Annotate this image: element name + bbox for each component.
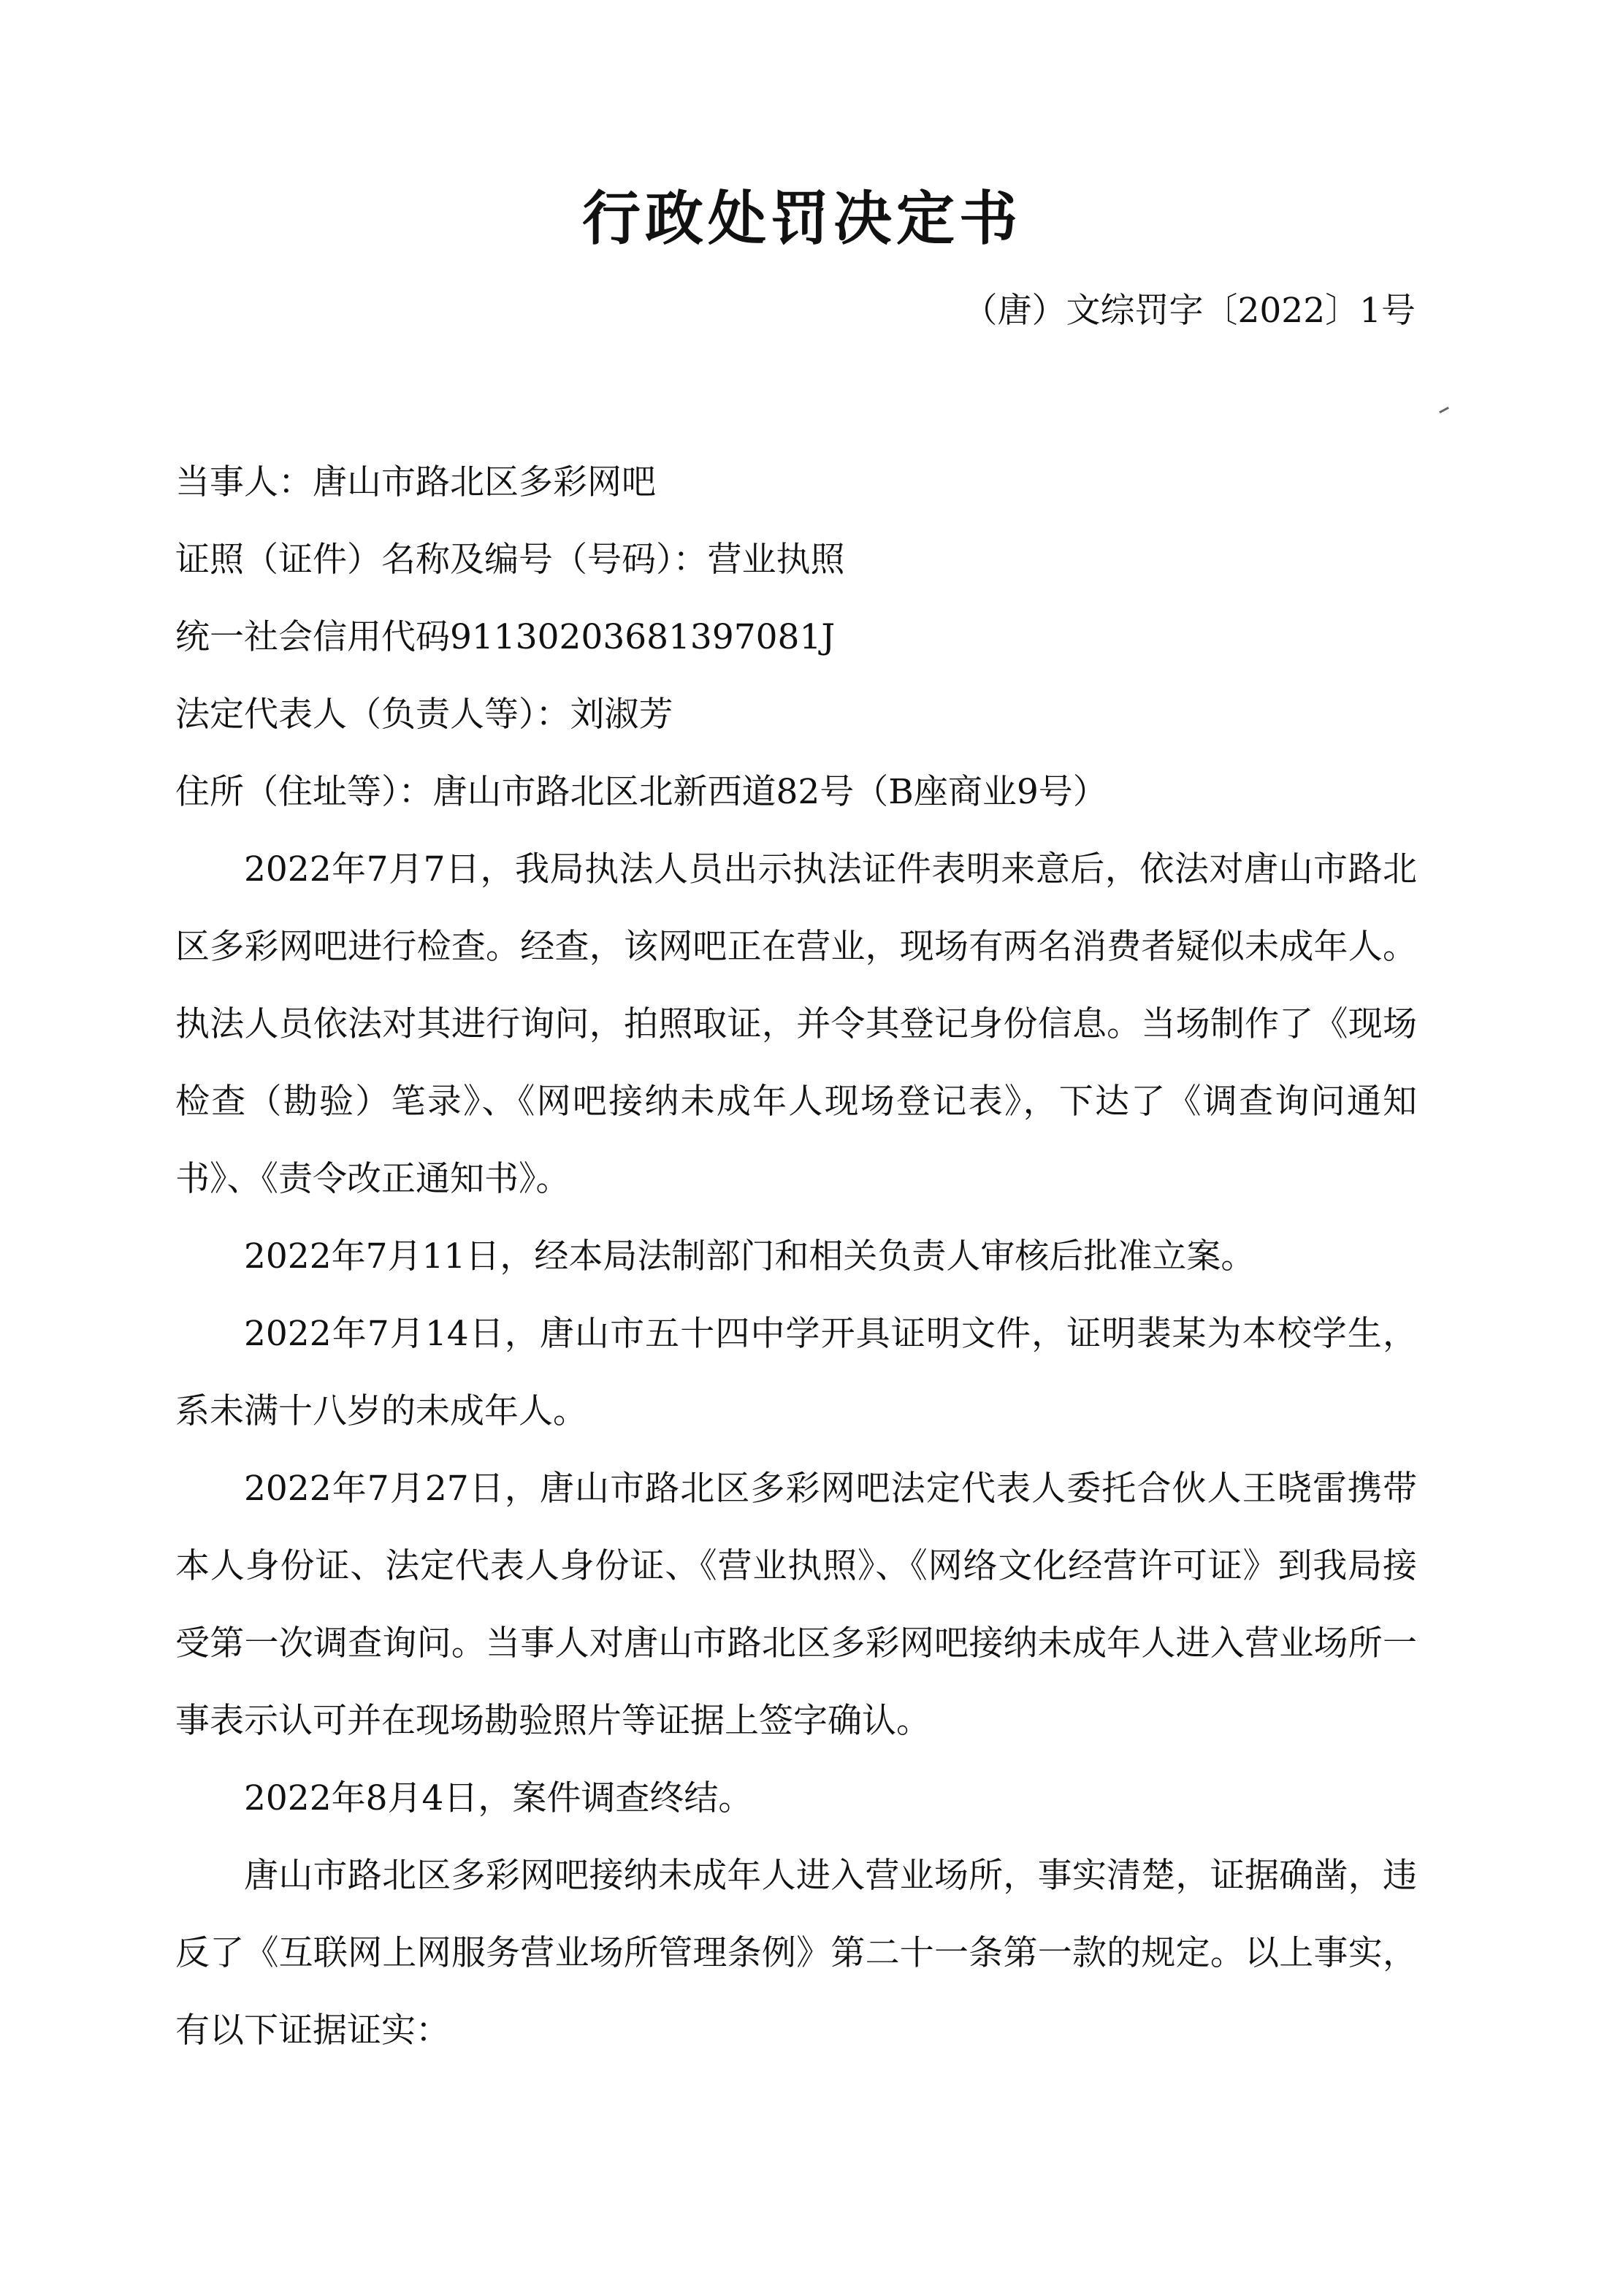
paragraph-inspection: 2022年7月7日，我局执法人员出示执法证件表明来意后，依法对唐山市路北区多彩网吧进行检查。经查，该网吧正在营业，现场有两名消费者疑似未成年人。执法人员依法对其进行询问，拍照取证，并令其登记身份信息。当场制作了《现场检查（勘验）笔录》、《网吧接纳未成年人现场登记表》，下达了《调查询问通知书》、《责令改正通知书》。 (175, 849, 1417, 1199)
paragraph-inquiry: 2022年7月27日，唐山市路北区多彩网吧法定代表人委托合伙人王晓雷携带本人身份证、法定代表人身份证、《营业执照》、《网络文化经营许可证》到我局接受第一次调查询问。当事人对唐山市路北区多彩网吧接纳未成年人进入营业场所一事表示认可并在现场勘验照片等证据上签字确认。 (175, 1469, 1417, 1741)
document-body (175, 444, 1417, 2070)
license-info: 证照（证件）名称及编号（号码）：营业执照 (175, 540, 845, 580)
address: 住所（住址等）：唐山市路北区北新西道82号（B座商业9号） (175, 772, 1107, 812)
paragraph-violation: 唐山市路北区多彩网吧接纳未成年人进入营业场所，事实清楚，证据确凿，违反了《互联网上网服务营业场所管理条例》第二十一条第一款的规定。以上事实，有以下证据证实： (175, 1856, 1417, 2051)
paragraph-case-filing: 2022年7月11日，经本局法制部门和相关负责人审核后批准立案。 (244, 1236, 1256, 1277)
credit-code: 统一社会信用代码91130203681397081J (175, 617, 836, 657)
document-title: 行政处罚决定书 (582, 185, 1022, 253)
legal-representative: 法定代表人（负责人等）：刘淑芳 (175, 694, 673, 735)
paragraph-investigation-end: 2022年8月4日，案件调查终结。 (244, 1778, 753, 1818)
document-number: （唐）文综罚字〔2022〕1号 (963, 291, 1416, 331)
paragraph-school-certificate: 2022年7月14日，唐山市五十四中学开具证明文件，证明裴某为本校学生，系未满十八岁的未成年人。 (175, 1314, 1417, 1431)
scan-mark (1439, 407, 1449, 413)
party-name: 当事人：唐山市路北区多彩网吧 (175, 462, 656, 502)
